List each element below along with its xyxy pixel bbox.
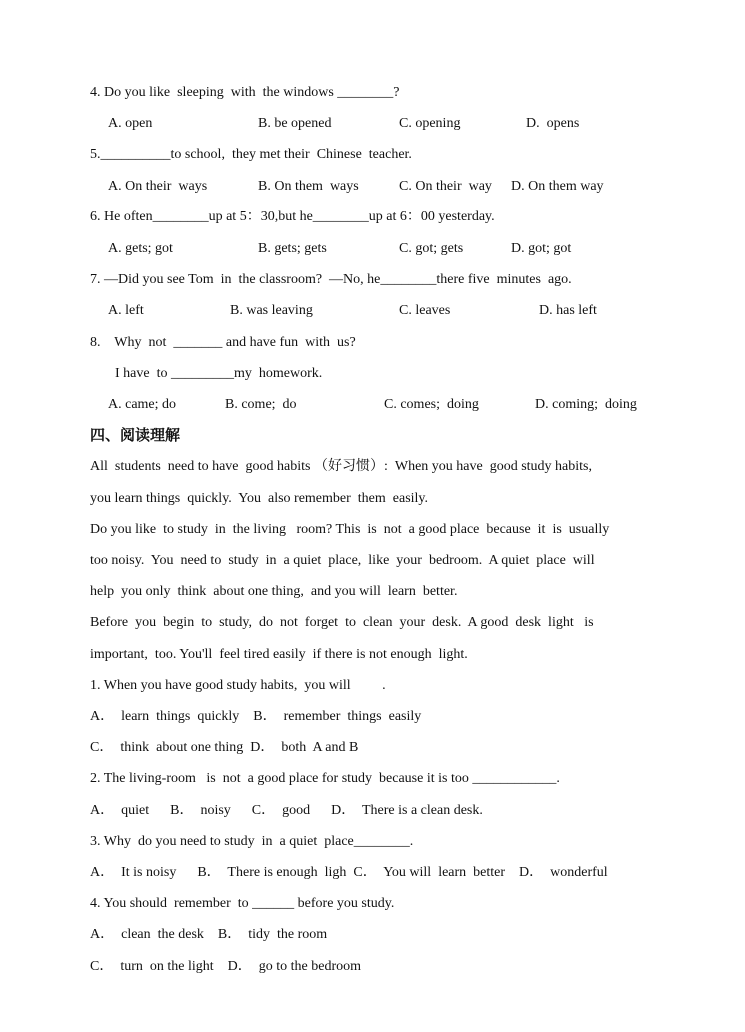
reading-question-2-stem: 2. The living-room is not a good place for study because it is too ____________. xyxy=(90,771,560,786)
question-4-option-c: C. opening xyxy=(399,116,461,131)
question-8-reply: I have to _________my homework. xyxy=(115,366,323,381)
question-5-stem: 5.__________to school, they met their Chinese teacher. xyxy=(90,147,412,162)
question-4-stem: 4. Do you like sleeping with the windows ________? xyxy=(90,85,400,100)
passage-line: Do you like to study in the living room? This is not a good place because it is usually xyxy=(90,522,610,537)
question-8-option-a: A. came; do xyxy=(108,397,177,412)
reading-question-1-options: C． think about one thing D． both A and B xyxy=(90,740,359,755)
question-7-option-d: D. has left xyxy=(539,303,597,318)
passage-line: Before you begin to study, do not forget to clean your desk. A good desk light is xyxy=(90,615,594,630)
reading-question-4-options: C． turn on the light D． go to the bedroom xyxy=(90,959,362,974)
question-7-stem: 7. —Did you see Tom in the classroom? —No, he________there five minutes ago. xyxy=(90,272,572,287)
question-6-option-c: C. got; gets xyxy=(399,241,464,256)
question-7-option-b: B. was leaving xyxy=(230,303,313,318)
passage-line: important, too. You'll feel tired easily if there is not enough light. xyxy=(90,647,468,662)
question-4-option-b: B. be opened xyxy=(258,116,332,131)
reading-question-3-stem: 3. Why do you need to study in a quiet place________. xyxy=(90,834,414,849)
question-8-stem: 8. Why not _______ and have fun with us? xyxy=(90,335,356,350)
question-6-option-d: D. got; got xyxy=(511,241,572,256)
question-6-option-b: B. gets; gets xyxy=(258,241,327,256)
reading-question-2-options: A． quiet B． noisy C． good D． There is a clean desk. xyxy=(90,803,483,818)
question-8-option-b: B. come; do xyxy=(225,397,297,412)
question-5-option-b: B. On them ways xyxy=(258,179,359,194)
question-5-option-c: C. On their way xyxy=(399,179,492,194)
question-6-stem: 6. He often________up at 5：30,but he________up at 6：00 yesterday. xyxy=(90,209,495,224)
question-8-option-d: D. coming; doing xyxy=(535,397,637,412)
reading-question-1-stem: 1. When you have good study habits, you will . xyxy=(90,678,386,693)
question-4-option-d: D. opens xyxy=(526,116,580,131)
passage-line: too noisy. You need to study in a quiet place, like your bedroom. A quiet place will xyxy=(90,553,595,568)
passage-line: help you only think about one thing, and you will learn better. xyxy=(90,584,458,599)
question-7-option-c: C. leaves xyxy=(399,303,451,318)
question-4-option-a: A. open xyxy=(108,116,153,131)
question-5-option-d: D. On them way xyxy=(511,179,604,194)
reading-question-1-options: A． learn things quickly B． remember things easily xyxy=(90,709,422,724)
question-6-option-a: A. gets; got xyxy=(108,241,173,256)
question-7-option-a: A. left xyxy=(108,303,144,318)
reading-question-4-stem: 4. You should remember to ______ before you study. xyxy=(90,896,395,911)
section-title: 四、阅读理解 xyxy=(90,426,181,444)
reading-question-4-options: A． clean the desk B． tidy the room xyxy=(90,927,328,942)
question-8-option-c: C. comes; doing xyxy=(384,397,479,412)
passage-line: you learn things quickly. You also remember them easily. xyxy=(90,491,429,506)
question-5-option-a: A. On their ways xyxy=(108,179,208,194)
reading-question-3-options: A． It is noisy B． There is enough ligh C． You will learn better D． wonderful xyxy=(90,865,608,880)
passage-line: All students need to have good habits （好习惯）: When you have good study habits, xyxy=(90,459,592,474)
